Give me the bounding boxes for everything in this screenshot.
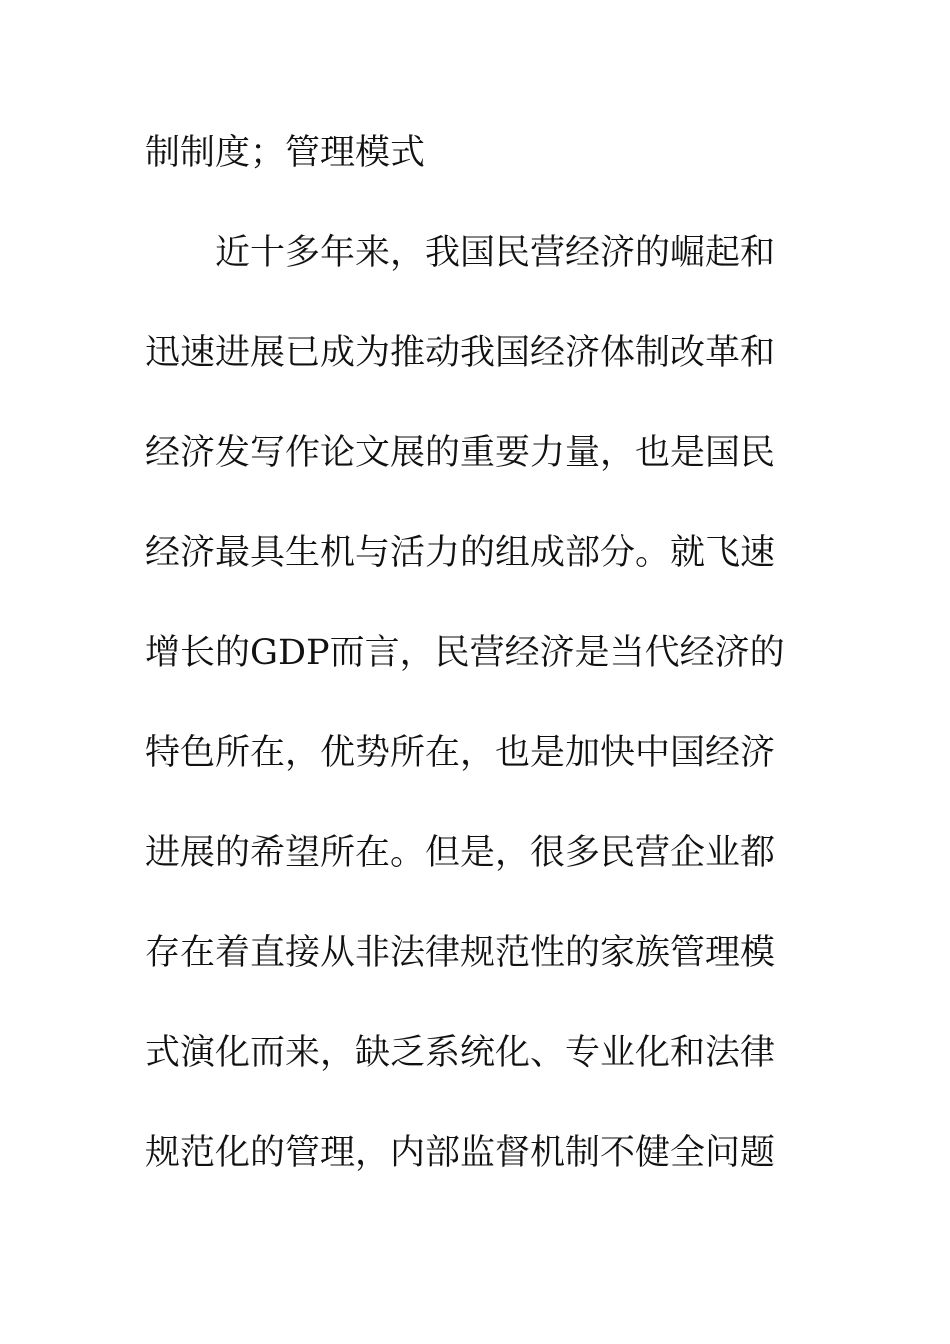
text-line-8: 进展的希望所在。但是，很多民营企业都	[145, 833, 776, 873]
text-line-3: 迅速进展已成为推动我国经济体制改革和	[145, 333, 776, 373]
text-line-10: 式演化而来，缺乏系统化、专业化和法律	[145, 1033, 776, 1073]
text-line-6: 增长的GDP而言，民营经济是当代经济的	[145, 633, 785, 673]
text-line-7: 特色所在，优势所在，也是加快中国经济	[145, 733, 776, 773]
body-text	[145, 120, 785, 1220]
text-line-1: 制制度；管理模式	[145, 133, 426, 173]
text-line-5: 经济最具生机与活力的组成部分。就飞速	[145, 533, 776, 573]
text-line-11: 规范化的管理，内部监督机制不健全问题	[145, 1133, 776, 1173]
text-line-9: 存在着直接从非法律规范性的家族管理模	[145, 933, 776, 973]
paragraph-first-line: 近十多年来，我国民营经济的崛起和	[215, 233, 776, 273]
text-line-4: 经济发写作论文展的重要力量，也是国民	[145, 433, 776, 473]
